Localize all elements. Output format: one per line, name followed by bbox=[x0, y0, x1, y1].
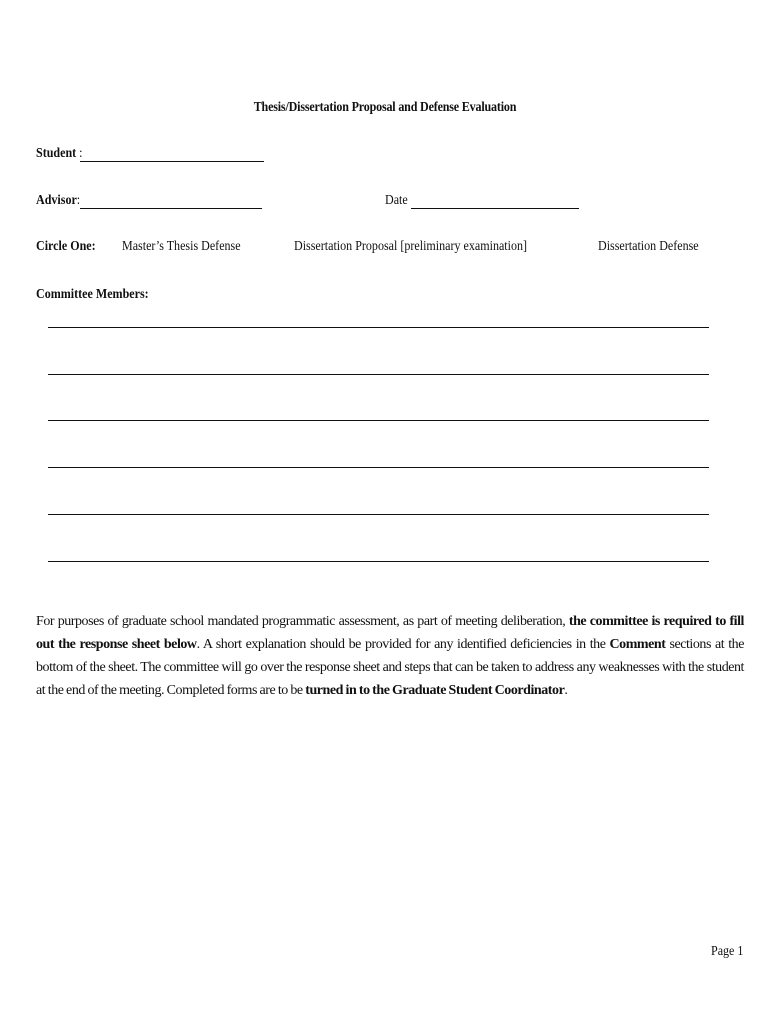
advisor-field[interactable] bbox=[80, 208, 262, 209]
instructions-paragraph: For purposes of graduate school mandated programmatic assessment, as part of meeting deliberation, the committee is required to fill out the response sheet below. A short explanation should be provided for any identified deficiencies in the Comment sections at the bottom of the sheet. The committee will go over the response sheet and steps that can be taken to address any weaknesses with the student at the end of the meeting. Completed forms are to be turned in to the Graduate Student Coordinator. bbox=[36, 614, 744, 698]
coordinator-emphasis: turned in to the Graduate Student Coordinator bbox=[305, 683, 565, 698]
comment-emphasis: Comment bbox=[609, 637, 666, 652]
date-label: Date bbox=[385, 193, 408, 208]
committee-member-line[interactable] bbox=[48, 327, 709, 328]
committee-member-line[interactable] bbox=[48, 467, 709, 468]
committee-member-line[interactable] bbox=[48, 420, 709, 421]
committee-members-label: Committee Members: bbox=[36, 287, 149, 302]
required-response-emphasis: the committee is required to fill out the response sheet below bbox=[36, 614, 744, 652]
circle-one-label: Circle One: bbox=[36, 239, 96, 254]
document-title: Thesis/Dissertation Proposal and Defense Evaluation bbox=[253, 100, 517, 115]
committee-member-line[interactable] bbox=[48, 514, 709, 515]
date-field[interactable] bbox=[411, 208, 579, 209]
advisor-label: Advisor: bbox=[36, 193, 81, 208]
student-label: Student : bbox=[36, 146, 83, 161]
page-number: Page 1 bbox=[711, 944, 744, 959]
option-masters-thesis-defense[interactable]: Master’s Thesis Defense bbox=[122, 239, 241, 254]
student-field[interactable] bbox=[80, 161, 264, 162]
option-dissertation-proposal[interactable]: Dissertation Proposal [preliminary examination] bbox=[294, 239, 528, 254]
committee-member-line[interactable] bbox=[48, 374, 709, 375]
committee-member-line[interactable] bbox=[48, 561, 709, 562]
option-dissertation-defense[interactable]: Dissertation Defense bbox=[598, 239, 699, 254]
